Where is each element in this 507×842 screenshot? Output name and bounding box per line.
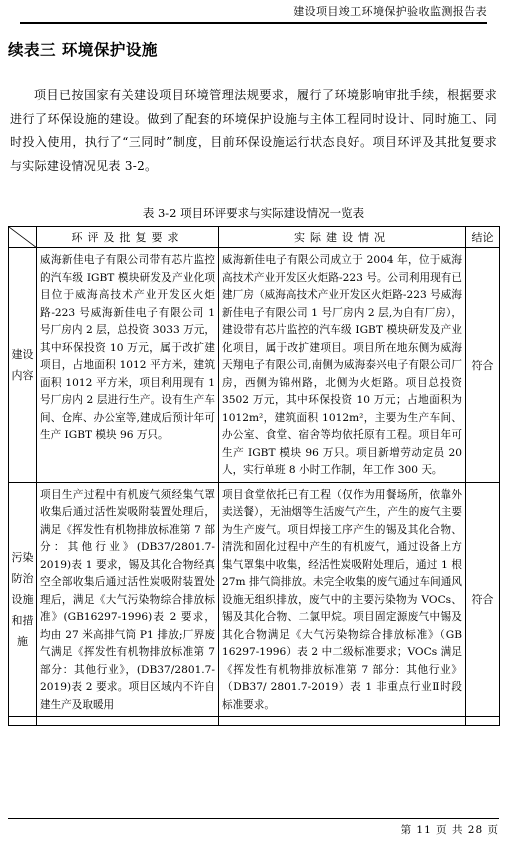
row-label-construction xyxy=(9,248,37,483)
compliance-table xyxy=(8,226,500,726)
table-row-blank xyxy=(9,717,500,726)
footer-rule xyxy=(8,818,499,819)
section-title: 续表三 环境保护设施 xyxy=(8,41,158,59)
page-header: 建设项目竣工环境保护验收监测报告表 xyxy=(20,4,487,23)
header-actual: 实际建设情况 xyxy=(219,227,466,248)
table-row xyxy=(9,482,500,717)
table-row xyxy=(9,248,500,483)
actual-cell: 威海新佳电子有限公司成立于 2004 年，位于威海高技术产业开发区火炬路-223 号。公司利用现有已建厂房（威海高技术产业开发区火炬路-223 号威海新佳电子有限公司 1 号厂房内 2 层,为自有厂房），建设带有芯片监控的汽车级 IGBT 模块研发及产业化项目，属于改扩建项目。项目所在地东侧为威海天翔电子有限公司,南侧为威海泰兴电子有限公司厂房，西侧为锦州路，北侧为火炬路。项目总投资 3502 万元，其中环保投资 10 万元；占地面积为 1012m²，建筑面积 1012m²，主要为生产车间、办公室、食堂、宿舍等均依托原有工程。项目年可生产 IGBT 模块 96 万只。项目新增劳动定员 20 人，实行单班 8 小时工作制，年工作 300 天。 xyxy=(219,248,466,483)
requirement-cell: 项目生产过程中有机废气须经集气罩收集后通过活性炭吸附装置处理后，满足《挥发性有机物排放标准第 7 部分：其他行业》(DB37/2801.7-2019)表 1 要求，锡及其化合物经真空全部收集后通过活性炭吸附装置处理后，满足《大气污染物综合排放标准》(GB16297-1996)表 2 要求，均由 27 米高排气筒 P1 排放;厂界废气满足《挥发性有机物排放标准第 7 部分：其他行业》，(DB37/2801.7-2019)表 2 要求。项目区域内不许自建生产及取暖用 xyxy=(37,482,219,717)
row-label-text: 建设内容 xyxy=(11,347,34,382)
intro-paragraph: 项目已按国家有关建设项目环境管理法规要求，履行了环境影响审批手续，根据要求进行了环保设施的建设。做到了配套的环境保护设施与主体工程同时设计、同时施工、同时投入使用，执行了“三同时”制度，目前环保设施运行状态良好。项目环评及其批复要求与实际建设情况见表 3-2。 xyxy=(10,88,497,173)
actual-cell: 项目食堂依托已有工程（仅作为用餐场所，依靠外卖送餐），无油烟等生活废气产生，产生的废气主要为生产废气。项目焊接工序产生的锡及其化合物、清洗和固化过程中产生的有机废气，通过设备上方集气罩集中收集，经活性炭吸附处理后，通过 1 根 27m 排气筒排放。未完全收集的废气通过车间通风设施无组织排放，废气中的主要污染物为 VOCs、锡及其化合物、二氯甲烷。项目固定源废气中锡及其化合物满足《大气污染物综合排放标准》（GB 16297-1996）表 2 中二级标准要求；VOCs 满足《挥发性有机物排放标准第 7 部分：其他行业》（DB37/ 2801.7-2019）表 1 非重点行业Ⅱ时段标准要求。 xyxy=(219,482,466,717)
page-number: 第 11 页 共 28 页 xyxy=(400,824,499,836)
row-label-text: 污染防治设施和措施 xyxy=(11,550,34,648)
result-cell: 符合 xyxy=(466,248,500,483)
table-caption: 表 3-2 项目环评要求与实际建设情况一览表 xyxy=(142,206,365,220)
diagonal-header-cell xyxy=(9,227,37,248)
row-label-pollution xyxy=(9,482,37,717)
blank-cell xyxy=(9,717,37,726)
blank-cell xyxy=(466,717,500,726)
requirement-cell: 威海新佳电子有限公司带有芯片监控的汽车级 IGBT 模块研发及产业化项目位于威海高技术产业开发区火炬路-223 号威海新佳电子有限公司 1 号厂房内 2 层，总投资 3033 万元，其中环保投资 10 万元，属于改扩建项目，占地面积 1012 平方米，建筑面积 1012 平方米，项目利用现有 1 号厂房内 2 层进行生产。设有生产车间、仓库、办公室等,建成后预计年可生产 IGBT 模块 96 万只。 xyxy=(37,248,219,483)
blank-cell xyxy=(37,717,219,726)
header-requirement: 环评及批复要求 xyxy=(37,227,219,248)
result-cell: 符合 xyxy=(466,482,500,717)
diagonal-line xyxy=(9,227,37,248)
blank-cell xyxy=(219,717,466,726)
header-rule xyxy=(20,23,487,24)
header-result: 结论 xyxy=(466,227,500,248)
table-header-row xyxy=(9,227,500,248)
